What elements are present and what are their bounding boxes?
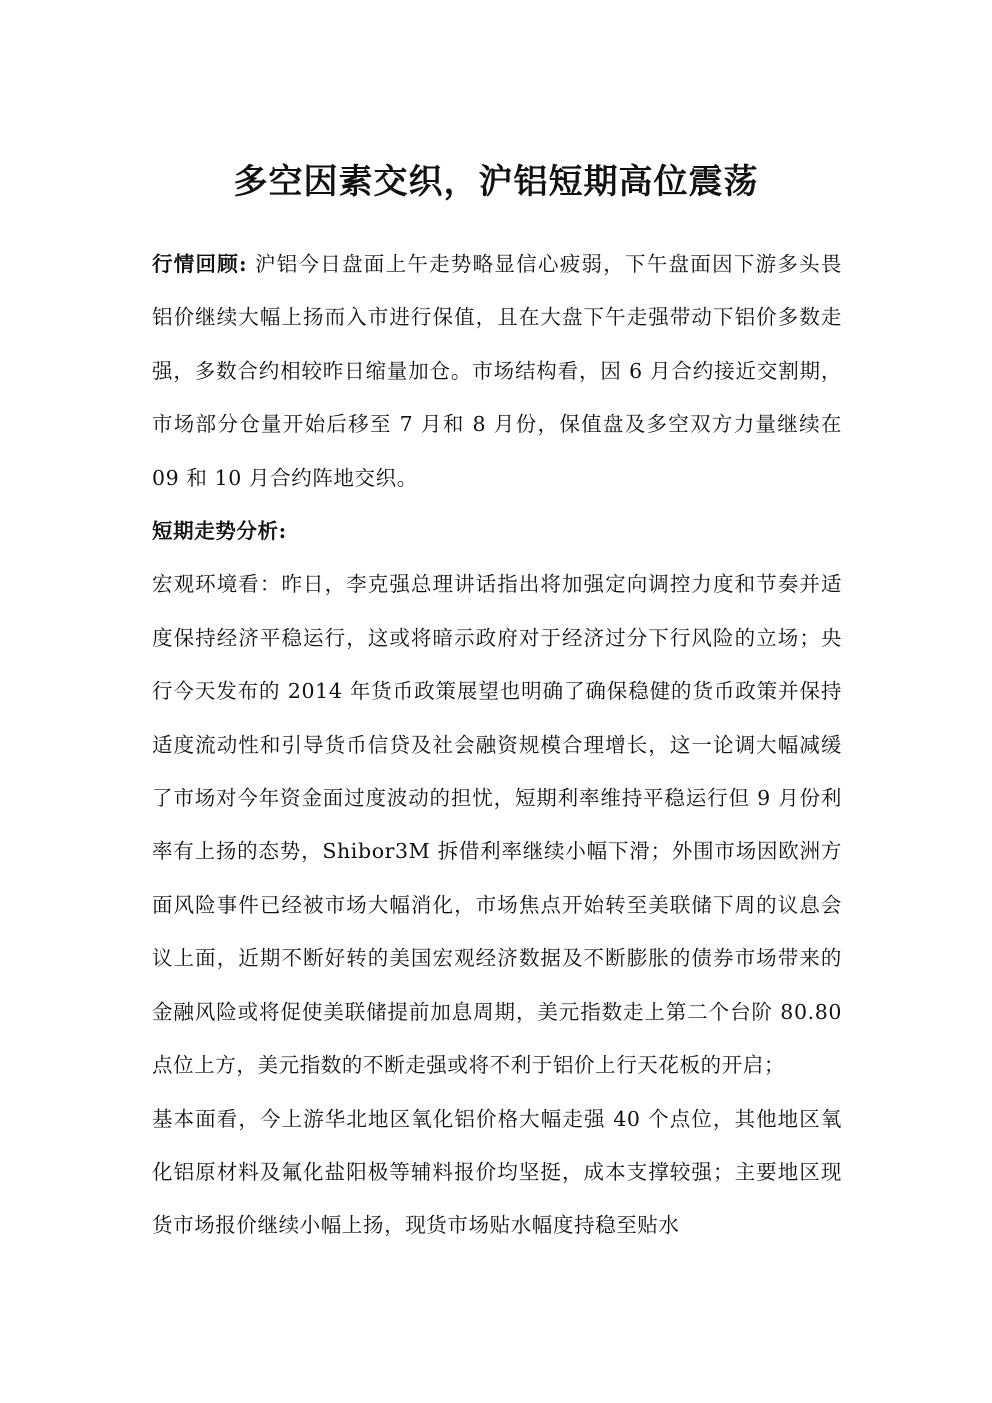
fundamentals-paragraph: 基本面看，今上游华北地区氧化铝价格大幅走强 40 个点位，其他地区氧化铝原材料及氟化盐阳极等辅料报价均坚挺，成本支撑较强；主要地区现货市场报价继续小幅上扬，现货市场贴水幅度持稳至贴水 (152, 1106, 842, 1238)
short-term-analysis-label: 短期走势分析: (152, 519, 287, 544)
document-title: 多空因素交织，沪铝短期高位震荡 (233, 162, 759, 202)
document-body (152, 238, 842, 1253)
market-review-paragraph (152, 238, 842, 505)
short-term-analysis-heading (152, 505, 842, 558)
market-review-label: 行情回顾: (152, 252, 248, 276)
market-review-text: 沪铝今日盘面上午走势略显信心疲弱，下午盘面因下游多头畏铝价继续大幅上扬而入市进行保值，且在大盘下午走强带动下铝价多数走强，多数合约相较昨日缩量加仓。市场结构看，因 6 月合约接近交割期，市场部分仓量开始后移至 7 月和 8 月份，保值盘及多空双方力量继续在 09 和 10 月合约阵地交织。 (152, 252, 842, 490)
macro-environment-paragraph: 宏观环境看：昨日，李克强总理讲话指出将加强定向调控力度和节奏并适度保持经济平稳运行，这或将暗示政府对于经济过分下行风险的立场；央行今天发布的 2014 年货币政策展望也明确了确保稳健的货币政策并保持适度流动性和引导货币信贷及社会融资规模合理增长，这一论调大幅减缓了市场对今年资金面过度波动的担忧，短期利率维持平稳运行但 9 月份利率有上扬的态势，Shibor3M 拆借利率继续小幅下滑；外围市场因欧洲方面风险事件已经被市场大幅消化，市场焦点开始转至美联储下周的议息会议上面，近期不断好转的美国宏观经济数据及不断膨胀的债券市场带来的金融风险或将促使美联储提前加息周期，美元指数走上第二个台阶 80.80 点位上方，美元指数的不断走强或将不利于铝价上行天花板的开启； (152, 572, 842, 1078)
